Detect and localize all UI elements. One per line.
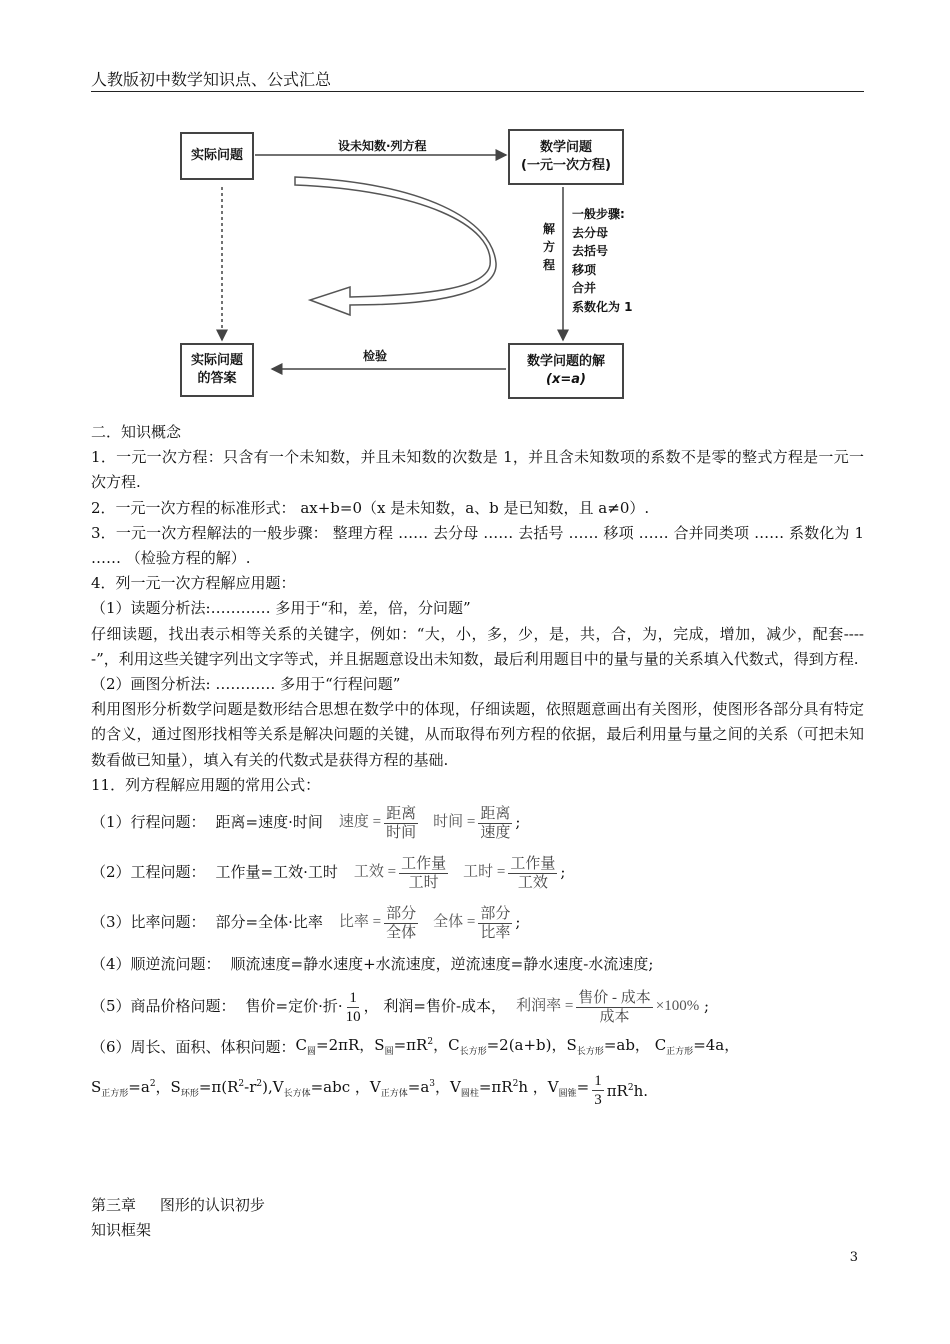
box-solution-line1: 数学问题的解 xyxy=(526,354,605,370)
header-title: 人教版初中数学知识点、公式汇总 xyxy=(91,70,332,89)
solve-char-1: 解 xyxy=(543,222,556,236)
step-item: 移项 xyxy=(572,262,597,277)
fraction xyxy=(478,805,512,842)
fraction xyxy=(508,855,557,892)
paragraph: 3．一元一次方程解法的一般步骤： 整理方程 …… 去分母 …… 去括号 …… 移项 …… 合并同类项 …… 系数化为 1 …… （检验方程的解）. xyxy=(91,523,864,568)
box-solution xyxy=(508,343,624,399)
page-header xyxy=(91,67,864,92)
step-item: 去括号 xyxy=(572,244,609,258)
steps-list xyxy=(572,205,633,316)
fraction-num: 部分 xyxy=(480,905,511,922)
formula-label: （5）商品价格问题： xyxy=(91,997,236,1016)
step-item: 合并 xyxy=(572,281,597,295)
formula-lhs: 速度 = xyxy=(338,814,382,831)
label-solve xyxy=(543,220,555,274)
formula-lhs: 比率 = xyxy=(338,914,382,931)
subscript: 长方形 xyxy=(459,1047,487,1058)
fraction xyxy=(384,905,418,942)
box-solution-line2: (x=a) xyxy=(546,372,586,387)
fraction xyxy=(592,1072,604,1109)
paragraph: 4．列一元一次方程解应用题： xyxy=(91,574,296,593)
fraction-den: 比率 xyxy=(480,924,511,941)
formula-travel: （1）行程问题： 距离=速度·时间 速度 = $\frac{\text{距离}}{\text{时间}}$ 时间 = $\frac{\text{距离}}{\text{速度}}$ ; xyxy=(91,805,521,841)
paragraph: （2）画图分析法: ………… 多用于“行程问题” xyxy=(91,675,401,694)
fraction-num: 工作量 xyxy=(510,855,556,872)
fraction-den: 10 xyxy=(345,1008,361,1025)
subscript: 圆柱 xyxy=(460,1089,479,1100)
formula-ratio: （3）比率问题： 部分=全体·比率 比率 = $\frac{\text{部分}}{\text{全体}}$ 全体 = $\frac{\text{部分}}{\text{比率}}$ ; xyxy=(91,905,521,941)
fraction xyxy=(576,989,653,1026)
fraction-num: 工作量 xyxy=(401,855,447,872)
subscript: 圆 xyxy=(384,1047,394,1058)
box-math-problem-line2: (一元一次方程) xyxy=(521,158,611,173)
fraction-num: 1 xyxy=(594,1072,602,1089)
paragraph: 利用图形分析数学问题是数形结合思想在数学中的体现，仔细读题，依照题意画出有关图形，使图形各部分具有特定的含义，通过图形找相等关系是解决问题的关键，从而取得布列方程的依据，最后利用量与量之间的关系（可把未知数看做已知量），填入有关的代数式是获得方程的基础. xyxy=(91,700,864,769)
formula-work: （2）工程问题： 工作量=工效·工时 工效 = $\frac{\text{工作量}}{\text{工时}}$ 工时 = $\frac{\text{工作量}}{\text{工效}}$ ; xyxy=(91,855,566,891)
formula-lhs: 利润率 = xyxy=(516,998,574,1015)
paragraph: 1．一元一次方程：只含有一个未知数，并且未知数的次数是 1，并且含未知数项的系数不是零的整式方程是一元一次方程. xyxy=(91,448,864,492)
curved-arrow xyxy=(295,177,496,315)
fraction xyxy=(384,805,418,842)
fraction-den: 工时 xyxy=(408,874,439,891)
fraction-num: 1 xyxy=(349,989,357,1006)
subscript: 圆 xyxy=(307,1047,317,1058)
chapter-title: 第三章 图形的认识初步 xyxy=(91,1196,265,1214)
formula-price: （5）商品价格问题： 售价=定价·折· $\frac{1}{10}$ ， 利润=售价-成本， 利润率 = $\frac{\text{售价 - 成本}}{\text{成本}}$ ×100% ; xyxy=(91,989,710,1025)
chapter-section xyxy=(91,1193,265,1243)
solve-char-2: 方 xyxy=(543,240,556,254)
formula-label: （2）工程问题： xyxy=(91,863,206,882)
step-item: 系数化为 1 xyxy=(572,299,633,314)
step-item: 一般步骤: xyxy=(572,207,625,221)
fraction-num: 部分 xyxy=(386,905,417,922)
formula-text: 售价=定价·折· xyxy=(245,997,343,1016)
fraction-den: 全体 xyxy=(386,924,417,941)
formula-lhs: 时间 = xyxy=(433,814,476,831)
label-setup: 设未知数·列方程 xyxy=(338,139,427,153)
fraction-num: 售价 - 成本 xyxy=(578,989,651,1006)
fraction xyxy=(346,989,361,1026)
formula-geometry-1: （6）周长、面积、体积问题： $C_圆=2\pi R$，$S_圆=\pi R^2$，$C_{长方形}=2(a+b)$，$S_{长方形}=ab$， $C_{正方形}=4a$， xyxy=(91,1032,864,1064)
subscript: 正方体 xyxy=(380,1089,408,1100)
subscript: 长方体 xyxy=(283,1089,311,1100)
fraction-den: 成本 xyxy=(599,1008,630,1025)
main-content xyxy=(91,420,864,1116)
step-item: 去分母 xyxy=(572,225,609,240)
section-heading: 二．知识概念 xyxy=(91,423,182,441)
box-answer xyxy=(180,343,254,397)
formula-label: （4）顺逆流问题： xyxy=(91,955,221,974)
chapter-subtitle: 知识框架 xyxy=(91,1221,152,1239)
box-math-problem xyxy=(508,129,624,185)
flow-diagram xyxy=(150,115,670,410)
paragraph: （1）读题分析法:………… 多用于“和，差，倍，分问题” xyxy=(91,599,471,618)
subscript: 正方形 xyxy=(666,1047,694,1058)
subscript: 长方形 xyxy=(576,1047,604,1058)
label-check: 检验 xyxy=(363,349,388,363)
box-math-problem-line1: 数学问题 xyxy=(539,140,592,156)
fraction xyxy=(399,855,448,892)
formula-text: ， 利润=售价-成本， xyxy=(363,997,507,1016)
box-answer-line2: 的答案 xyxy=(197,371,237,386)
solve-char-3: 程 xyxy=(543,258,556,272)
paragraph: 2．一元一次方程的标准形式： ax+b=0（x 是未知数，a、b 是已知数，且 a≠0）. xyxy=(91,498,650,517)
formula-label: （1）行程问题： xyxy=(91,813,206,832)
fraction-num: 距离 xyxy=(386,805,417,822)
subscript: 圆锥 xyxy=(558,1089,577,1100)
fraction-den: 时间 xyxy=(386,824,417,841)
fraction-num: 距离 xyxy=(480,805,511,822)
formula-label: （6）周长、面积、体积问题： xyxy=(91,1038,296,1057)
formula-lhs: 全体 = xyxy=(433,914,476,931)
formula-text: 距离=速度·时间 xyxy=(215,813,323,832)
fraction xyxy=(478,905,512,942)
formula-geometry-2: $S_{正方形}=a^2$，$S_{环形}=\pi(R^2-r^2),V_{长方体}=abc$ ，$V_{正方体}=a^3$，$V_{圆柱}=\pi R^2h$ ，$V_{圆锥}=$ $\frac{1}{3}$ $\pi R^2h$. xyxy=(91,1072,649,1108)
paragraph: 仔细读题，找出表示相等关系的关键字，例如：“大，小，多，少，是，共，合，为，完成，增加，减少，配套-----”，利用这些关键字列出文字等式，并且据题意设出未知数，最后利用题目中的量与量的关系填入代数式，得到方程. xyxy=(91,624,864,668)
box-real-problem xyxy=(180,132,254,180)
fraction-den: 速度 xyxy=(480,824,511,841)
subscript: 环形 xyxy=(180,1089,199,1100)
formula-text: 部分=全体·比率 xyxy=(215,913,323,932)
formula-current xyxy=(91,948,864,982)
formula-lhs: 工效 = xyxy=(353,864,397,881)
box-answer-line1: 实际问题 xyxy=(190,353,243,369)
box-real-problem-text: 实际问题 xyxy=(190,148,243,164)
fraction-den: 工效 xyxy=(517,874,548,891)
formula-text: 顺流速度=静水速度+水流速度，逆流速度=静水速度-水流速度; xyxy=(230,955,654,974)
page-number: 3 xyxy=(849,1250,858,1265)
paragraph: 11．列方程解应用题的常用公式： xyxy=(91,775,321,794)
formula-text: 工作量=工效·工时 xyxy=(215,863,338,882)
formula-label: （3）比率问题： xyxy=(91,913,206,932)
formula-tail: ×100% xyxy=(655,998,700,1015)
subscript: 正方形 xyxy=(101,1089,129,1100)
formula-lhs: 工时 = xyxy=(463,864,506,881)
fraction-den: 3 xyxy=(594,1091,602,1108)
